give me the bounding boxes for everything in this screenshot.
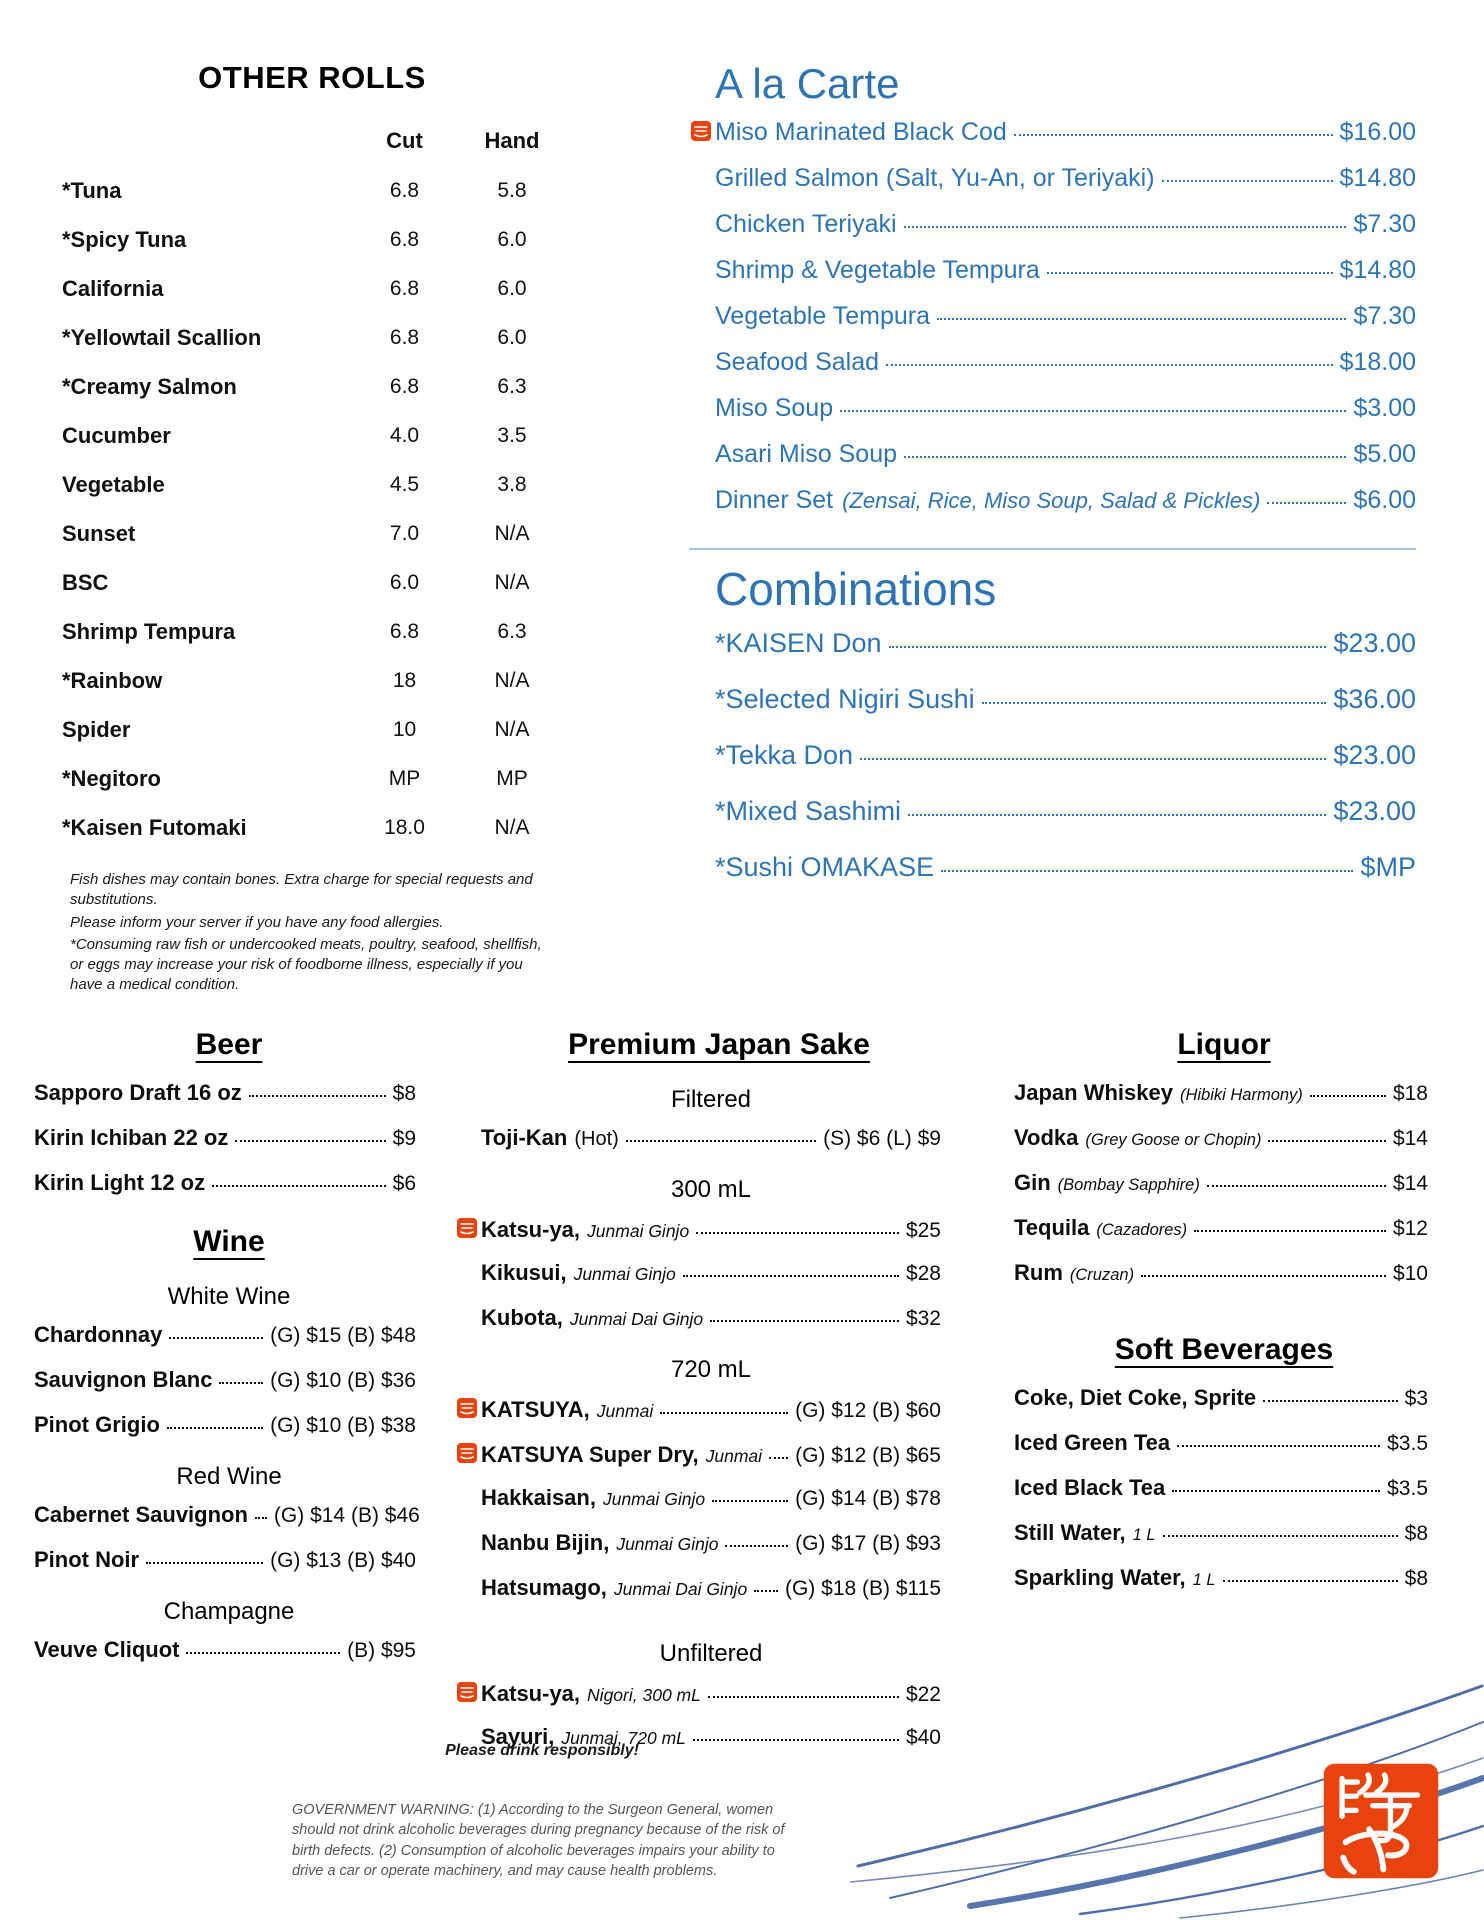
roll-name: California — [62, 275, 164, 301]
item-name: Kikusui, — [481, 1259, 567, 1285]
section-divider-line — [689, 548, 1416, 550]
item-price: $3 — [1404, 1386, 1428, 1410]
a-la-carte-item — [715, 486, 1416, 532]
roll-name: BSC — [62, 569, 109, 595]
item-price: (G) $14 (B) $46 — [273, 1503, 420, 1527]
a-la-carte-item — [715, 164, 1416, 210]
item-name: Japan Whiskey — [1014, 1079, 1173, 1105]
item-desc: 1 L — [1192, 1570, 1216, 1589]
beer-title: Beer — [195, 1027, 263, 1061]
wine-item — [34, 1547, 416, 1592]
item-desc: Junmai, 720 mL — [561, 1727, 686, 1748]
column-hand: Hand — [484, 128, 540, 153]
item-price: (G) $18 (B) $115 — [784, 1576, 941, 1600]
item-price: $MP — [1360, 852, 1416, 882]
item-desc: Junmai Dai Ginjo — [613, 1578, 748, 1599]
roll-hand-price: 5.8 — [497, 178, 527, 202]
item-name: Kirin Ichiban 22 oz — [34, 1124, 229, 1150]
item-name: Chicken Teriyaki — [715, 210, 897, 238]
dotted-leader — [1047, 272, 1333, 274]
item-price: (G) $14 (B) $78 — [795, 1486, 941, 1510]
item-name: Hatsumago, — [481, 1574, 607, 1600]
item-name: Grilled Salmon (Salt, Yu-An, or Teriyaki) — [715, 164, 1155, 192]
item-name: Kubota, — [481, 1304, 563, 1330]
dotted-leader — [840, 410, 1346, 412]
note-raw-consumption-warning: *Consuming raw fish or undercooked meats, poultry, seafood, shellfish, or eggs may increase your risk of foodborne illness, especially if you have a medical condition. — [70, 936, 542, 993]
a-la-carte-item — [715, 348, 1416, 394]
government-warning: GOVERNMENT WARNING: (1) According to the Surgeon General, women should not drink alcoholic beverages during pregnancy because of the risk of birth defects. (2) Consumption of alcoholic beverages impairs your ability to drive a car or operate machinery, and may cause health problems. — [292, 1802, 785, 1879]
item-name: Sparkling Water, — [1014, 1564, 1186, 1590]
item-price: $22 — [905, 1682, 941, 1706]
item-price: $14.80 — [1339, 256, 1416, 284]
section-a-la-carte — [715, 60, 1430, 908]
a-la-carte-list — [715, 118, 1416, 532]
combination-item — [715, 684, 1416, 740]
roll-hand-price: 3.5 — [497, 423, 527, 447]
sake-item — [481, 1575, 941, 1620]
item-price: $9 — [392, 1126, 416, 1150]
dotted-leader — [167, 1427, 263, 1429]
item-name: Vegetable Tempura — [715, 302, 930, 330]
item-name: Nanbu Bijin, — [481, 1529, 610, 1555]
subhead-unfiltered: Unfiltered — [659, 1639, 763, 1667]
a-la-carte-item — [715, 256, 1416, 302]
item-price: $5.00 — [1353, 440, 1416, 468]
roll-row — [62, 509, 572, 558]
roll-row — [62, 264, 572, 313]
item-name: KATSUYA Super Dry, — [481, 1441, 699, 1467]
item-name: KATSUYA, — [481, 1396, 590, 1422]
soft-beverage-item — [1014, 1475, 1428, 1520]
item-name: Katsu-ya, — [481, 1680, 581, 1706]
item-name: Veuve Cliquot — [34, 1636, 180, 1662]
item-price: (G) $17 (B) $93 — [795, 1531, 941, 1555]
drink-responsibly-note: Please drink responsibly! — [445, 1742, 639, 1759]
dotted-leader — [235, 1140, 385, 1142]
dotted-leader — [146, 1562, 263, 1564]
item-price: (G) $15 (B) $48 — [270, 1323, 416, 1347]
item-name: Asari Miso Soup — [715, 440, 898, 468]
dotted-leader — [626, 1140, 816, 1142]
roll-cut-price: 6.8 — [389, 276, 420, 300]
katsuya-stamp-icon — [690, 120, 712, 142]
dotted-leader — [908, 814, 1326, 816]
roll-cut-price: 6.8 — [389, 325, 420, 349]
subhead-filtered: Filtered — [670, 1085, 752, 1113]
other-rolls-title: OTHER ROLLS — [198, 60, 426, 95]
liquor-item — [1014, 1260, 1428, 1305]
a-la-carte-item — [715, 302, 1416, 348]
liquor-title: Liquor — [1177, 1027, 1271, 1061]
item-name: Katsu-ya, — [481, 1216, 581, 1242]
roll-row — [62, 607, 572, 656]
item-name: Miso Marinated Black Cod — [715, 118, 1007, 146]
item-desc: Junmai Ginjo — [573, 1263, 676, 1284]
roll-row — [62, 558, 572, 607]
soft-beverage-item — [1014, 1520, 1428, 1565]
item-name: Vodka — [1014, 1124, 1079, 1150]
katsuya-stamp-icon — [456, 1397, 478, 1419]
roll-name: Vegetable — [62, 471, 165, 497]
beer-item — [34, 1125, 416, 1170]
dotted-leader — [712, 1500, 788, 1502]
roll-cut-price: 6.8 — [389, 619, 420, 643]
dotted-leader — [1014, 134, 1333, 136]
roll-name: *Spicy Tuna — [62, 226, 187, 252]
dotted-leader — [212, 1185, 386, 1187]
dotted-leader — [1268, 1140, 1385, 1142]
roll-name: Sunset — [62, 520, 136, 546]
combination-item — [715, 628, 1416, 684]
sake-item — [481, 1395, 941, 1440]
sake-title: Premium Japan Sake — [568, 1027, 870, 1061]
dotted-leader — [693, 1739, 899, 1741]
roll-cut-price: 7.0 — [389, 521, 420, 545]
dotted-leader — [754, 1590, 778, 1592]
sake-item — [481, 1679, 941, 1724]
dotted-leader — [1194, 1230, 1386, 1232]
item-price: $23.00 — [1333, 628, 1416, 658]
item-price: $14 — [1392, 1171, 1428, 1195]
item-name: Coke, Diet Coke, Sprite — [1014, 1384, 1257, 1410]
roll-cut-price: 6.8 — [389, 374, 420, 398]
dotted-leader — [660, 1412, 788, 1414]
item-name: Tequila — [1014, 1214, 1090, 1240]
dotted-leader — [683, 1275, 899, 1277]
item-price: $36.00 — [1333, 684, 1416, 714]
dotted-leader — [708, 1696, 899, 1698]
roll-row — [62, 460, 572, 509]
item-desc: (Grey Goose or Chopin) — [1085, 1130, 1262, 1149]
item-desc: Junmai — [705, 1445, 763, 1466]
dotted-leader — [886, 364, 1333, 366]
item-price: $23.00 — [1333, 796, 1416, 826]
roll-cut-price: MP — [388, 766, 421, 790]
item-name: *Sushi OMAKASE — [715, 852, 935, 882]
roll-cut-price: 18 — [392, 668, 417, 692]
wine-item — [34, 1637, 416, 1682]
item-name: Sapporo Draft 16 oz — [34, 1079, 242, 1105]
liquor-item — [1014, 1125, 1428, 1170]
dotted-leader — [1162, 180, 1333, 182]
wine-item — [34, 1501, 420, 1547]
katsuya-stamp-icon — [456, 1681, 478, 1703]
dotted-leader — [710, 1320, 899, 1322]
sake-item — [481, 1530, 941, 1575]
item-desc: 1 L — [1132, 1525, 1156, 1544]
dotted-leader — [1207, 1185, 1386, 1187]
item-price: $7.30 — [1353, 210, 1416, 238]
dotted-leader — [1267, 502, 1346, 504]
rolls-notes — [70, 870, 552, 995]
item-price: $40 — [905, 1725, 941, 1749]
item-desc: Nigori, 300 mL — [587, 1684, 701, 1705]
roll-hand-price: 6.0 — [497, 227, 527, 251]
item-price: $8 — [1404, 1521, 1428, 1545]
roll-row — [62, 754, 572, 803]
item-price: (B) $95 — [347, 1638, 416, 1662]
beer-item — [34, 1170, 416, 1215]
item-name: Hakkaisan, — [481, 1484, 596, 1510]
sake-item — [481, 1260, 941, 1305]
roll-hand-price: 3.8 — [497, 472, 527, 496]
liquor-list — [1014, 1080, 1434, 1305]
roll-name: *Yellowtail Scallion — [62, 324, 262, 350]
sake-item — [481, 1305, 941, 1350]
soft-beverages-list — [1014, 1385, 1434, 1610]
combination-item — [715, 796, 1416, 852]
item-note: (Zensai, Rice, Miso Soup, Salad & Pickles) — [842, 488, 1261, 513]
item-name: Dinner Set — [715, 486, 834, 514]
item-price: (G) $10 (B) $38 — [270, 1413, 416, 1437]
dotted-leader — [982, 702, 1327, 704]
roll-cut-price: 6.0 — [389, 570, 420, 594]
sake-item — [481, 1215, 941, 1260]
liquor-item — [1014, 1080, 1428, 1125]
section-other-rolls — [62, 60, 572, 998]
item-name: Shrimp & Vegetable Tempura — [715, 256, 1040, 284]
dotted-leader — [860, 758, 1326, 760]
dotted-leader — [1172, 1490, 1380, 1492]
item-price: $6.00 — [1353, 486, 1416, 514]
roll-row — [62, 362, 572, 411]
soft-beverage-item — [1014, 1430, 1428, 1475]
soft-beverage-item — [1014, 1565, 1428, 1610]
footer — [292, 1742, 792, 1881]
item-name: *Tekka Don — [715, 740, 854, 770]
combination-item — [715, 740, 1416, 796]
roll-cut-price: 10 — [392, 717, 417, 741]
item-price: (G) $12 (B) $65 — [795, 1443, 941, 1467]
roll-name: *Negitoro — [62, 765, 161, 791]
item-price: $23.00 — [1333, 740, 1416, 770]
item-price: $14 — [1392, 1126, 1428, 1150]
roll-name: *Kaisen Futomaki — [62, 814, 247, 840]
dotted-leader — [169, 1337, 263, 1339]
column-cut: Cut — [386, 128, 423, 153]
dotted-leader — [1141, 1275, 1386, 1277]
dotted-leader — [249, 1095, 386, 1097]
dotted-leader — [904, 226, 1347, 228]
item-name: Gin — [1014, 1169, 1051, 1195]
dotted-leader — [725, 1545, 788, 1547]
item-name: *KAISEN Don — [715, 628, 882, 658]
a-la-carte-item — [715, 118, 1416, 164]
wine-item — [34, 1367, 416, 1412]
dotted-leader — [1163, 1535, 1398, 1537]
dotted-leader — [889, 646, 1327, 648]
subhead-champagne: Champagne — [163, 1597, 295, 1625]
roll-hand-price: 6.3 — [497, 619, 527, 643]
item-price: $8 — [392, 1081, 416, 1105]
roll-cut-price: 18.0 — [384, 815, 425, 839]
beer-item — [34, 1080, 416, 1125]
red-wine-list — [34, 1502, 424, 1592]
roll-hand-price: N/A — [494, 717, 530, 741]
combinations-list — [715, 628, 1416, 908]
item-price: $3.5 — [1387, 1431, 1428, 1455]
item-name: Pinot Noir — [34, 1546, 140, 1572]
sake-item — [481, 1440, 941, 1485]
item-price: (G) $13 (B) $40 — [270, 1548, 416, 1572]
item-price: $18 — [1392, 1081, 1428, 1105]
soft-beverages-title: Soft Beverages — [1114, 1332, 1334, 1366]
combinations-title: Combinations — [715, 563, 997, 615]
a-la-carte-item — [715, 440, 1416, 486]
item-desc: (Hot) — [574, 1127, 619, 1150]
item-desc: Junmai Ginjo — [587, 1220, 690, 1241]
dotted-leader — [1223, 1580, 1398, 1582]
item-price: (S) $6 (L) $9 — [823, 1126, 941, 1150]
other-rolls-table — [62, 124, 572, 852]
roll-cut-price: 6.8 — [389, 227, 420, 251]
wine-item — [34, 1322, 416, 1367]
beer-list — [34, 1080, 424, 1215]
item-desc: Junmai — [596, 1400, 654, 1421]
roll-hand-price: N/A — [494, 668, 530, 692]
item-name: Iced Black Tea — [1014, 1474, 1166, 1500]
item-name: Iced Green Tea — [1014, 1429, 1171, 1455]
dotted-leader — [1177, 1445, 1380, 1447]
item-name: *Mixed Sashimi — [715, 796, 902, 826]
roll-hand-price: 6.3 — [497, 374, 527, 398]
item-price: $3.5 — [1387, 1476, 1428, 1500]
sake-item — [481, 1125, 941, 1170]
liquor-item — [1014, 1170, 1428, 1215]
item-price: (G) $10 (B) $36 — [270, 1368, 416, 1392]
white-wine-list — [34, 1322, 424, 1457]
item-desc: (Cruzan) — [1069, 1265, 1135, 1284]
subhead-720ml: 720 mL — [670, 1355, 752, 1383]
item-name: Chardonnay — [34, 1321, 163, 1347]
katsuya-stamp-icon — [456, 1442, 478, 1464]
roll-hand-price: MP — [496, 766, 528, 790]
roll-name: *Tuna — [62, 177, 122, 203]
dotted-leader — [219, 1382, 263, 1384]
dotted-leader — [1310, 1095, 1386, 1097]
item-desc: (Cazadores) — [1096, 1220, 1188, 1239]
item-price: $32 — [905, 1306, 941, 1330]
item-name: *Selected Nigiri Sushi — [715, 684, 975, 714]
item-price: (G) $12 (B) $60 — [795, 1398, 941, 1422]
item-price: $12 — [1392, 1216, 1428, 1240]
roll-hand-price: N/A — [494, 521, 530, 545]
item-desc: (Hibiki Harmony) — [1179, 1085, 1303, 1104]
a-la-carte-item — [715, 210, 1416, 256]
combination-item — [715, 852, 1416, 908]
wine-title: Wine — [193, 1224, 265, 1258]
roll-hand-price: 6.0 — [497, 325, 527, 349]
dotted-leader — [255, 1517, 267, 1519]
liquor-item — [1014, 1215, 1428, 1260]
other-rolls-header — [62, 124, 572, 158]
item-price: $7.30 — [1353, 302, 1416, 330]
item-name: Still Water, — [1014, 1519, 1126, 1545]
champagne-list — [34, 1637, 424, 1682]
roll-row — [62, 411, 572, 460]
item-name: Toji-Kan — [481, 1124, 568, 1150]
roll-name: Spider — [62, 716, 131, 742]
item-price: $18.00 — [1339, 348, 1416, 376]
item-price: $14.80 — [1339, 164, 1416, 192]
roll-cut-price: 4.5 — [389, 472, 420, 496]
sake-list — [469, 1080, 969, 1769]
item-desc: Junmai Dai Ginjo — [569, 1308, 704, 1329]
item-name: Pinot Grigio — [34, 1411, 160, 1437]
roll-hand-price: N/A — [494, 570, 530, 594]
item-name: Miso Soup — [715, 394, 834, 422]
dotted-leader — [769, 1457, 788, 1459]
item-name: Sayuri, — [481, 1723, 555, 1749]
dotted-leader — [937, 318, 1346, 320]
roll-hand-price: N/A — [494, 815, 530, 839]
a-la-carte-item — [715, 394, 1416, 440]
note-bones-substitutions: Fish dishes may contain bones. Extra charge for special requests and substitutions. — [70, 871, 533, 908]
section-premium-japan-sake — [469, 1028, 969, 1769]
roll-cut-price: 6.8 — [389, 178, 420, 202]
drinks-section — [0, 1028, 1484, 1769]
sake-item — [481, 1485, 941, 1530]
item-name: Sauvignon Blanc — [34, 1366, 213, 1392]
item-price: $25 — [905, 1218, 941, 1242]
roll-row — [62, 313, 572, 362]
roll-name: Shrimp Tempura — [62, 618, 236, 644]
dotted-leader — [696, 1232, 899, 1234]
section-beer-wine — [34, 1028, 424, 1769]
item-price: $8 — [1404, 1566, 1428, 1590]
roll-row — [62, 803, 572, 852]
item-desc: Junmai Ginjo — [602, 1488, 706, 1509]
roll-row — [62, 166, 572, 215]
katsuya-stamp-icon — [456, 1217, 478, 1239]
section-liquor — [1014, 1028, 1434, 1769]
note-allergies: Please inform your server if you have any food allergies. — [70, 913, 444, 931]
roll-name: Cucumber — [62, 422, 171, 448]
soft-beverage-item — [1014, 1385, 1428, 1430]
subhead-white-wine: White Wine — [167, 1282, 291, 1310]
item-name: Rum — [1014, 1259, 1063, 1285]
item-price: $28 — [905, 1261, 941, 1285]
roll-name: *Rainbow — [62, 667, 163, 693]
wine-item — [34, 1412, 416, 1457]
dotted-leader — [904, 456, 1346, 458]
item-desc: (Bombay Sapphire) — [1057, 1175, 1200, 1194]
item-price: $10 — [1392, 1261, 1428, 1285]
roll-row — [62, 215, 572, 264]
roll-row — [62, 705, 572, 754]
roll-cut-price: 4.0 — [389, 423, 420, 447]
roll-row — [62, 656, 572, 705]
subhead-300ml: 300 mL — [670, 1175, 752, 1203]
dotted-leader — [1263, 1400, 1398, 1402]
dotted-leader — [186, 1652, 340, 1654]
item-name: Cabernet Sauvignon — [34, 1501, 248, 1527]
subhead-red-wine: Red Wine — [176, 1462, 282, 1490]
item-price: $6 — [392, 1171, 416, 1195]
item-price: $3.00 — [1353, 394, 1416, 422]
roll-name: *Creamy Salmon — [62, 373, 237, 399]
item-name: Seafood Salad — [715, 348, 880, 376]
dotted-leader — [941, 870, 1353, 872]
a-la-carte-title: A la Carte — [715, 60, 900, 107]
item-desc: Junmai Ginjo — [616, 1533, 719, 1554]
katsuya-logo-stamp — [1322, 1762, 1440, 1880]
roll-hand-price: 6.0 — [497, 276, 527, 300]
item-price: $16.00 — [1339, 118, 1416, 146]
item-name: Kirin Light 12 oz — [34, 1169, 206, 1195]
